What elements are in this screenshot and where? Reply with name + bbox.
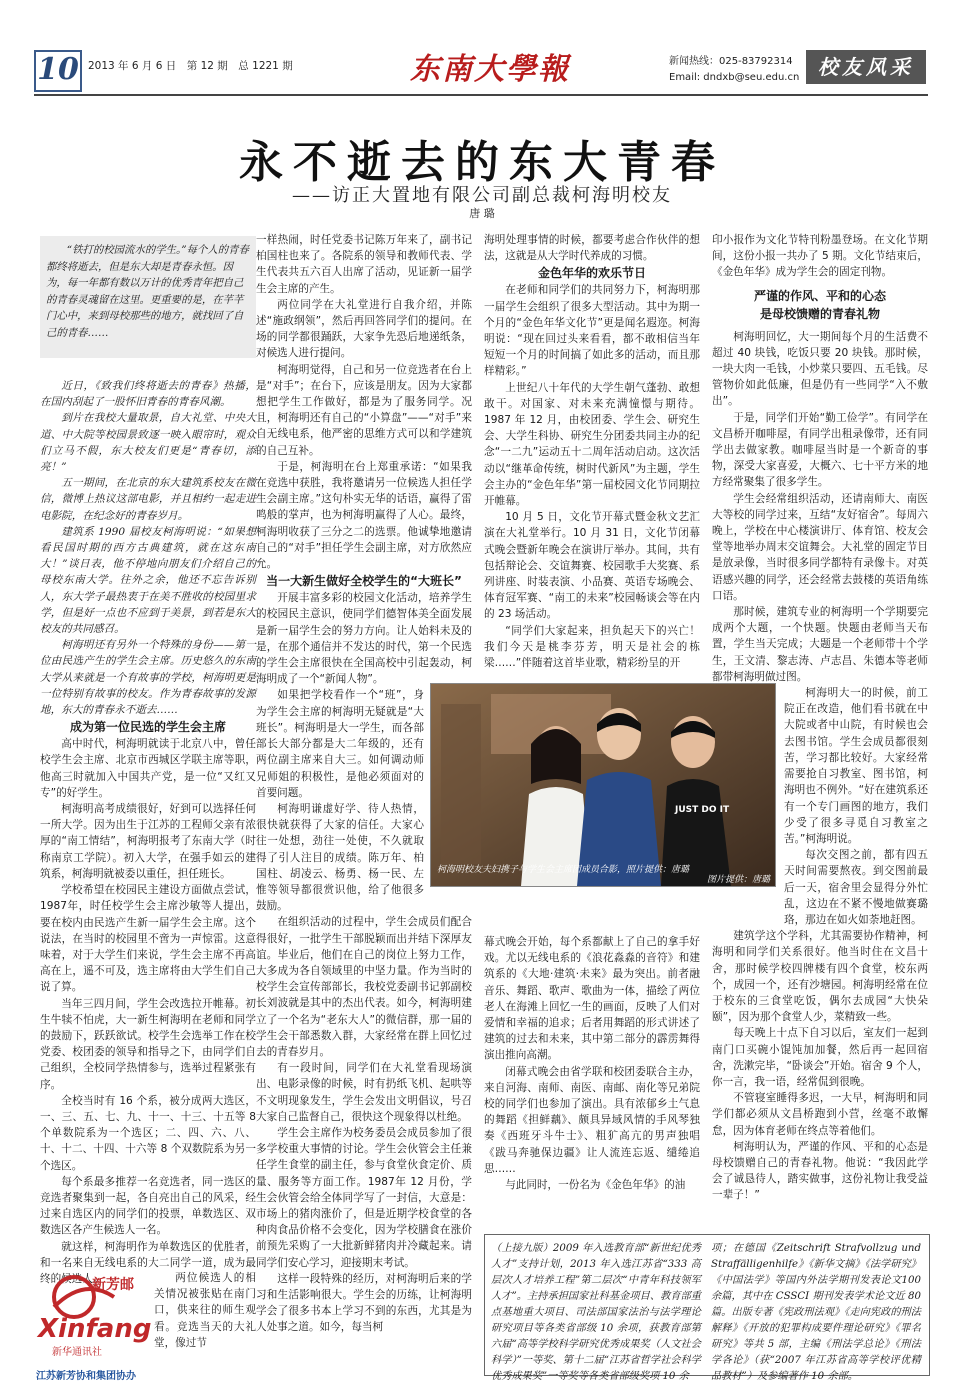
masthead-logo: 东南大學報 (410, 52, 570, 87)
paragraph: 幕式晚会开始，每个系都献上了自己的拿手好戏。尤以无线电系的《浪花淼淼的音符》和建筑系的《大地·建筑·未来》最为突出。前者融音乐、舞蹈、歌声、歌曲为一体，描绘了两位老人在海滩上回忆一生的画面，反映了人们对爱情和幸福的追求；后者用舞蹈的形式讲述了建筑的过去和未来，其中第二部分的霹雳舞得演出推向高潮。 (484, 936, 700, 1062)
paragraph: 就这样，柯海明作为单数选区的优胜者，和一名来自无线电系的大二同学一道，成为最终的候选人。 (40, 1240, 256, 1285)
paragraph: 近日，《致我们终将逝去的青春》热播，在国内刮起了一股怀旧青春的青春风潮。 (40, 380, 256, 409)
header-rule (34, 94, 928, 96)
paragraph: 学生会主席作为校务委员会成员参加了很多学校重大事情的讨论。学生会伙管会主任兼任学生食堂的副主任，参与食堂伙食定价、质量、服务等方面工作。1987年 12 月份，学生会伙管会给全体同学写了一封信，大意是：市场上的猪肉涨价了，但是近期学校食堂的各种肉食品价格不会变化，因为学校膳食在涨价前预先采购了一大批新鲜猪肉并冷藏起来。请同学们安心学习，迎接期末考试。 (256, 1126, 472, 1269)
paragraph: 学生会经常组织活动，还请南师大、南医大等校的同学过来，互结“友好宿舍”。每周六晚上，学校在中心楼演讲厅、体育馆、校友会堂等地举办周末交谊舞会。大礼堂的固定节目是放录像，当时很多同学都特有录像卡。对英语感兴趣的同学，还会经常去鼓楼的英语角练口语。 (712, 492, 928, 602)
paragraph: 两位候选人的相关情况被张贴在南门口，供来往的师生观看。竞选当天的大礼堂，像过节 (154, 1272, 256, 1349)
paragraph: 建筑系 1990 届校友柯海明说：“如果想看民国时期的西方古典建筑，就在这东南大！”谈日表，他不停地向朋友们介绍自己的母校东南大学。往外之余，他还不忘告诉别人，东大学子最热衷于在美不胜收的校园里求学，但是好一点也不应到于美景，到若是东大校友的共同感召。 (40, 525, 256, 636)
paragraph: 柯海明回忆，大一期间每个月的生活费不超过 40 块钱，吃饭只要 20 块钱。那时候，一块大肉一毛钱，小炒菜只要四、五毛钱。尽管物价如此低廉，但是仍有一些同学“入不敷出”。 (712, 330, 928, 408)
paragraph: 海明处理事情的时候，都要考虑合作伙伴的想法，这就是从大学时代养成的习惯。 (484, 234, 700, 263)
paragraph: 柯海明大一的时候，前工院正在改造，他们看书就在中大院或者中山院，有时候也会去图书馆。学生会成员都很刻苦，学习都比较好。大家经常需要抢自习教室、图书馆，柯海明也不例外。“好在建筑系还有一个专门画图的地方，我们少受了很多寻觅自习教室之苦。”柯海明说。 (784, 687, 928, 845)
sponsor-logo (34, 1267, 152, 1387)
logo-cn-text: 新芳邮 (92, 1277, 134, 1293)
paragraph: 柯海明高考成绩很好，好到可以选择任何一所大学。因为出生于江苏的工程师父亲有浓厚的“南工情结”，柯海明报考了东南大学（时称南京工学院）。初入大学，在强手如云的建筑系，柯海明就被委以重任，担任班长。 (40, 803, 256, 880)
article-subtitle: ——访正大置地有限公司副总裁柯海明校友 (292, 185, 672, 206)
intro-block (40, 378, 256, 718)
paragraph: 如果把学校看作一个“班”，身为学生会主席的柯海明无疑就是“大班长”。柯海明是大一学生，而各部部长大部分都是大二年级的，还有两位副主席来自大三。如何调动师兄师姐的积极性，是他必须面对的首要问题。 (256, 689, 424, 799)
paragraph: 印小报作为文化节特刊粉墨登场。在文化节期间，这份小报一共办了 5 期。文化节结束后，《金色年华》成为学生会的固定刊物。 (712, 234, 928, 279)
paragraph: 10 月 5 日，文化节开幕式暨金秋文艺汇演在大礼堂举行。10 月 31 日，文化节闭幕式晚会暨新年晚会在演讲厅举办。其间，共有包括辩论会、交谊舞赛、校园歌手大奖赛、系列讲座、时装表演、小品赛、英语专场晚会、体育冠军赛、“南工的未来”校园畅谈会等在内的 23 场活动。 (484, 511, 700, 621)
paragraph: 不管寝室睡得多迟，一大早，柯海明和同学们都必须从文昌桥跑到小营，丝毫不敢懈怠，因为体育老师在终点等着他们。 (712, 1092, 928, 1137)
article-author: 唐 璐 (469, 207, 495, 220)
paragraph: 两位同学在大礼堂进行自我介绍，并陈述“施政纲领”，然后再回答同学们的提问。在场的同学都很踊跃，大家争先恐后地递纸条，对候选人进行提问。 (256, 298, 472, 360)
photo-credit: 图片提供：唐璐 (707, 875, 771, 885)
paragraph: 五一期间，在北京的东大建筑系校友在微信，微博上热议这部电影，并且相约一起走进电影院，在纪念好的青春岁月。 (40, 477, 256, 522)
paragraph: 当年三四月间，学生会改选拉开帷幕。初生牛犊不怕虎，大一新生柯海明在老师和同学的鼓励下，跃跃欲试。校学生会选举工作在校党委、校团委的领导和指导之下，由同学们自己组织，全校同学热情参与，选举过程紧张有序。 (40, 997, 256, 1091)
paragraph: 每个系最多推荐一名竞选者，同一选区的竞选者聚集到一起，各自亮出自己的风采，经过来自选区内的同学们的投票，单数选区、双数选区各产生候选人一名。 (40, 1175, 256, 1237)
group-photo (430, 683, 776, 887)
continued-box (484, 1234, 930, 1382)
contact-email: Email: dndxb@seu.edu.cn (669, 72, 800, 83)
section-heading: 当一大新生做好全校学生的“大班长” (266, 574, 462, 589)
logo-en-text: Xinfang (38, 1314, 152, 1344)
paragraph: 于是，柯海明在台上郑重承诺：“如果我在竞选中获胜，我将邀请另一位候选人担任学生会副主席。”这句朴实无华的话语，赢得了雷鸣般的掌声，也为柯海明赢得了人心。最终，柯海明收获了三分之二的选票。他诚挚地邀请自己的“对手”担任学生会副主席，对方欣然应允。 (256, 460, 472, 571)
paragraph: 这样一段特殊的经历，对柯海明后来的学习和生活影响很大。学生会的历练，让柯海明学会了很多书本上学习不到的东西，尤其是为人处事之道。如今，每当柯 (256, 1272, 472, 1334)
section-heading (712, 287, 928, 323)
page-number: 10 (34, 50, 82, 92)
contact-info (669, 54, 799, 86)
paragraph: 于是，同学们开始“勤工俭学”。有同学在文昌桥开咖啡屋，有同学出租录像带，还有同学出去做家教。咖啡屋当时是一个新奇的事物，深受大家喜爱，大概六、七十平方米的地方经常聚集了很多学生。 (712, 411, 928, 489)
logo-footer-text: 江苏新芳协和集团协办 (36, 1371, 136, 1382)
column-3-lower (484, 934, 700, 1228)
section-badge: 校友风采 (806, 50, 926, 84)
paragraph: 学校希望在校园民主建设方面做点尝试，1987年，时任校学生会主席沙敏等人提出，要在校内由民选产生新一届学生会主席。这个说法，在当时的校园里不啻为一声惊雷。这意味着，对于大学生们来说，学生会主席不再高高在上，遥不可及，选主席将由大学生们自己说了算。 (40, 884, 256, 994)
paragraph: 到片在我校大量取景，自大礼堂、中央大道、中大院等校园景致逐一映入眼帘时，观众们立马不假，东大校友们更是“青春切，添亮！” (40, 412, 256, 474)
paragraph: 开展丰富多彩的校园文化活动，培养学生的校园民主意识，使同学们德智体美全面发展是新一届学生会的努力方向。让人始料未及的是，在那个通信并不发达的时代，第一个民选的学生会主席很快在全国高校中引起轰动，柯海明成了一个“新闻人物”。 (256, 592, 472, 686)
shirt-text: JUST DO IT (675, 805, 730, 815)
continued-right: 项；在德国《Zeitschrift Strafvollzug und Straffälligenhilfe》《新华文摘》《法学研究》《中国法学》等国内外法学期刊发表论文100 余篇，其中在 CSSCI 期刊发表学术论文近 80 篇。出版专著《宪政刑法观》《走向宪政的刑法解释》《开放的犯罪构成要件理论研究》《罪名研究》等共 5 部，主编《刑法学总论》《刑法学各论》（获“2007 年江苏省高等学校评优精品教材”）及参编著作 10 余部。 (711, 1243, 921, 1382)
news-hotline: 新闻热线：025-83792314 (669, 56, 793, 67)
paragraph: 一样热闹，时任党委书记陈万年来了，副书记柏国柱也来了。各院系的领导和教师代表、学生代表共五六百人出席了活动，见证新一届学生会主席的产生。 (256, 234, 472, 295)
paragraph: 上世纪八十年代的大学生朝气蓬勃、敢想敢干。对国家、对未来充满憧憬与期待。1987 年 12 月，由校团委、学生会、研究生会、大学生科协、研究生分团委共同主办的纪念“一二九”运动五十二周年活动启动。这次活动以“继革命传统，树时代新风”为主题，学生会主办的“金色年华”第一届校园文化节同期拉开帷幕。 (484, 381, 700, 508)
section-heading: 金色年华的欢乐节日 (537, 266, 646, 281)
paragraph: “同学们大家起来，担负起天下的兴亡！我们今天是桃李芬芳，明天是社会的栋梁……”伴随着这首毕业歌，精彩纷呈的开 (484, 624, 700, 670)
paragraph: 闭幕式晚会由省学联和校团委联合主办，来自河海、南师、南医、南邮、南化等兄弟院校的同学们也参加了演出。具有浓郁乡土气息的舞蹈《担鲜藕》、颇具异域风情的手风琴独奏《西班牙斗牛士》、粗犷高亢的男声独唱《跋马奔驰保边疆》让人流连忘返、缱绻追思…… (484, 1065, 700, 1175)
paragraph: 全校当时有 16 个系，被分成两大选区，一、三、五、七、九、十一、十三、十五等 8 个单数院系为一个选区；二、四、六、八、十、十二、十四、十六等 8 个双数院系为另一个选区。 (40, 1094, 256, 1172)
group-photo-image (431, 684, 775, 886)
paragraph: 在老师和同学们的共同努力下，柯海明那一届学生会组织了很多大型活动。其中为期一个月的“金色年华文化节”更是闻名遐迩。柯海明说：“现在回过头来看看，都不敢相信当年短短一个月的时间搞了如此多的活动，而且那样精彩。” (484, 284, 700, 378)
section-heading-line-2: 是母校馈赠的青春礼物 (759, 306, 880, 321)
paragraph: 那时候，建筑专业的柯海明一个学期要完成两个大题，一个快题。快题由老师当天布置，学生当天完成；大题是一个老师带十个学生，王文清、黎志涛、卢志昌、朱德本等老师都带柯海明做过图。 (712, 606, 928, 683)
pull-quote: “铁打的校园流水的学生。”每个人的青春都终将逝去，但是东大却是青春永恒。因为，每一年都有数以万计的优秀青年把自己的青春灵魂留在这里。更重要的是，在芊芊门心中，来到母校那些的地方，就找回了自己的青春…… (40, 236, 256, 358)
article-title: 永不逝去的东大青春 (239, 137, 725, 188)
paragraph: 柯海明谦虚好学、待人热情，很快就获得了大家的信任。大家心往一处想，劲往一处使，不久就取得了引人注目的成绩。陈万年、柏国柱、胡凌云、杨勇、杨一民、左惟等领导都很赏识他，给了他很多鼓励。 (256, 802, 424, 913)
paragraph: 与此同时，一份名为《金色年华》的油 (505, 1179, 686, 1192)
paragraph: 有一段时间，同学们在大礼堂看现场演出、电影录像的时候，时有扔纸飞机、起哄等不文明现象发生，学生会发出文明倡议，号召大家自己监督自己，很快这个现象得以杜绝。 (256, 1062, 472, 1123)
paragraph: 建筑学这个学科，尤其需要协作精神，柯海明和同学们关系很好。他当时住在文昌十舍，那时候学校四牌楼有四个食堂，校东两个，成园一个，还有沙塘园。柯海明经常在位于校东的三食堂吃饭，偶尔去成园“大快朵颐”，因为那个食堂人少，菜精致一些。 (712, 930, 928, 1024)
column-3 (484, 232, 700, 680)
section-heading: 成为第一位民选的学生会主席 (69, 720, 226, 735)
paragraph: 柯海明认为，严谨的作风、平和的心态是母校馈赠自己的青春礼物。他说：“我因此学会了诚恳待人，踏实做事，这份礼物让我受益一辈子！” (712, 1140, 928, 1202)
paragraph: 每次交图之前，都有四五天时间需要熬夜。到交图前最后一天，宿舍里会显得分外忙乱，这边在不紧不慢地做赛璐珞，那边在如火如荼地赶图。 (784, 849, 928, 926)
sponsor-logo-icon (34, 1267, 152, 1387)
photo-caption: 柯海明校友夫妇携子与学生会主席团成员合影，照片提供：唐璐 (437, 865, 690, 875)
column-1-tail (154, 1270, 256, 1388)
paragraph: 高中时代，柯海明就读于北京八中，曾任校学生会主席、北京市西城区学联主席等职，他高三时就加入中国共产党，是一位“又红又专”的好学生。 (40, 738, 256, 799)
paragraph: 每天晚上十点下自习以后，室友们一起到南门口买碗小馄饨加加餐，然后再一起回宿舍，洗漱完毕，“卧谈会”开始。宿舍 9 个人，你一言，我一语，经常侃到很晚。 (712, 1027, 928, 1088)
paragraph: 柯海明觉得，自己和另一位竞选者在台上是“对手”；在台下，应该是朋友。因为大家都想把学生工作做好，都是为了服务同学。况且，柯海明还有自己的“小算盘”——“对手”来自无线电系，他严密的思维方式可以和学建筑的自己互补。 (256, 363, 472, 457)
section-heading-line-1: 严谨的作风、平和的心态 (753, 288, 886, 303)
paragraph: 柯海明还有另外一个特殊的身份——第一位由民选产生的学生会主席。历史悠久的东南大学从来就是一个有故事的学校，柯海明更是一位特别有故事的校友。作为青春故事的发源地，东大的青春永不逝去…… (40, 639, 256, 717)
dateline: 2013 年 6 月 6 日 第 12 期 总 1221 期 (88, 60, 293, 72)
paragraph: 在组织活动的过程中，学生会成员们配合得很好，一批学生干部脱颖而出并结下深厚友谊。毕业后，他们在自己的岗位上努力工作，大多成为各自领域里的中坚力量。作为当时的校学生会宣传部部长，我校党委副书记郭副校长刘波就是其中的杰出代表。如今，柯海明建立了一个名为“老东大人”的微信群，那一届的学生会干部悉数入群，大家经常在群上回忆过去的青春岁月。 (256, 916, 472, 1058)
continued-left: （上接九版）2009 年入选教育部“新世纪优秀人才”支持计划，2013 年入选江苏省“333 高层次人才培养工程”第二层次“中青年科技领军人才”。主持承担国家社科基金项目、教育部重点基地重大项目、司法部国家法治与法学理论研究项目等各类省部级 10 余项，获教育部第六届“高等学校科学研究优秀成果奖（人文社会科学）”一等奖、第十二届“江苏省哲学社会科学优秀成果奖”一等奖等各类省部级奖项 10 余 (491, 1243, 701, 1382)
logo-tag-text: 新华通讯社 (52, 1347, 102, 1358)
